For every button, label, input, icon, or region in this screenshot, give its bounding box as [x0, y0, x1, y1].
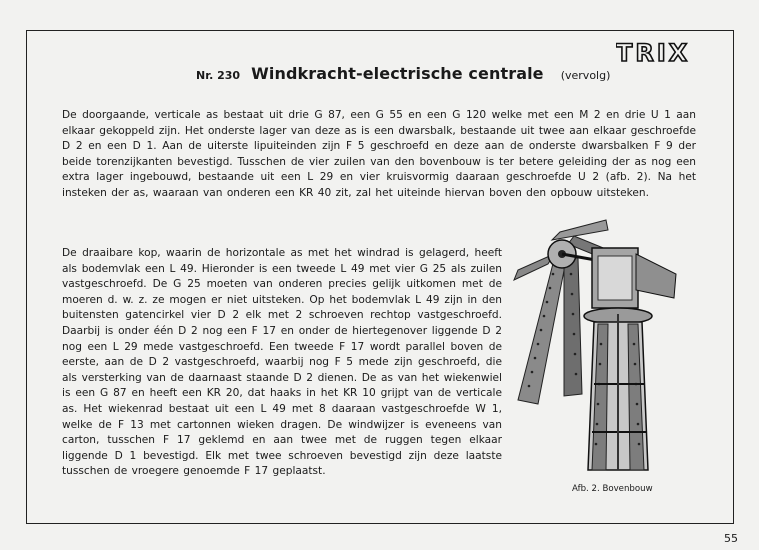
model-number: Nr. 230	[196, 69, 241, 82]
title-suffix: (vervolg)	[560, 69, 611, 82]
paragraph-2: De draaibare kop, waarin de horizontale as met het windrad is gelagerd, heeft als bodemvlak een L 49. Hieronder is een tweede L 49 met vier G 25 als zuilen vastgeschroefd. De G 25 moeten van onderen precies gelijk uitkomen met de moeren d. w. z. ze mogen er niet uitsteken. Op het bodemvlak L 49 zijn in den buitensten gatencirkel vier D 2 elk met 2 schroeven rechtop vastgeschroefd. Daarbij is onder één D 2 nog een F 17 en onder de hiertegenover liggende D 2 nog een L 29 mede vastgeschroefd. Een tweede F 17 wordt parallel boven de eerste, aan de D 2 vastgeschroefd, waarbij nog F 5 mede zijn geschroefd, die als versterking van de daarnaast staande D 2 dienen. De as van het wiekenwiel is een G 87 en heeft een KR 20, dat haaks in het KR 10 grijpt van de verticale as. Het wiekenrad bestaat uit een L 49 met 8 daaraan vastgeschroefde W 1, welke de F 13 met cartonnen wieken dragen. De windwijzer is eveneens van carton, tusschen F 17 geklemd en aan twee met de ruggen tegen elkaar liggende D 1 bevestigd. Elk met twee schroeven bevestigd zijn deze laatste tusschen de vroegere genoemde F 17 geplaatst.	[62, 247, 502, 478]
header	[196, 64, 610, 83]
figure-bovenbouw-photo	[508, 214, 678, 476]
figure-caption: Afb. 2. Bovenbouw	[572, 484, 653, 494]
paragraph-1: De doorgaande, verticale as bestaat uit drie G 87, een G 55 en een G 120 welke met een M 2 en drie U 1 aan elkaar gekoppeld zijn. Het onderste lager van deze as is een dwarsbalk, bestaande uit twee aan elkaar geschroefde D 2 en een D 1. Aan de uiterste lipuiteinden zijn F 5 geschroefd en deze aan de onderste dwarsbalken F 9 der beide torenzijkanten bevestigd. Tusschen de vier zuilen van den bovenbouw is ter betere geleiding der as nog een extra lager ingebouwd, bestaande uit een L 29 en vier kruisvormig daaraan geschroefde U 2 (afb. 2). Na het insteken der as, waaraan van onderen een KR 40 zit, zal het uiteinde hiervan boven den opbouw uitsteken.	[62, 109, 696, 199]
trix-logo	[616, 38, 716, 66]
page-title: Windkracht-electrische centrale	[251, 64, 544, 83]
page-number: 55	[724, 532, 738, 545]
svg-text:TRIX: TRIX	[616, 39, 691, 66]
